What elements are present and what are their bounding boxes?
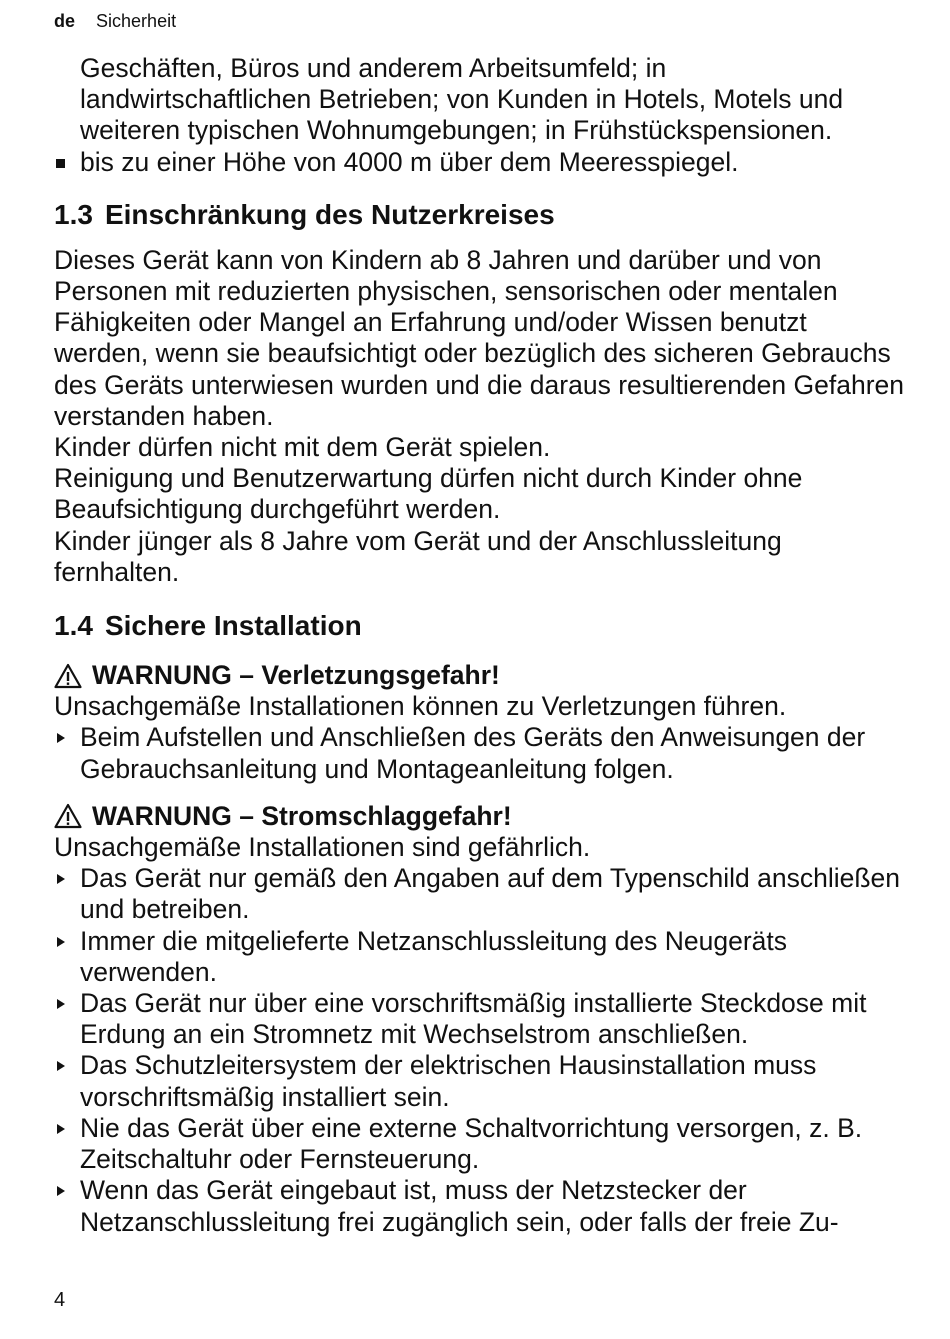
warning-triangle-icon [54,663,82,689]
triangle-bullet-icon [57,1061,65,1071]
section-1-3-body [54,245,904,588]
page-number: 4 [54,1289,66,1311]
section-heading-1-3 [54,198,904,232]
warning-triangle-icon [54,803,82,829]
paragraph: Kinder jünger als 8 Jahre vom Gerät und der Anschlussleitung fernhalten. [54,525,782,587]
list-item [54,1113,904,1175]
triangle-bullet-icon [57,1186,65,1196]
warning-title: WARNUNG – Verletzungsgefahr! [92,660,500,691]
warning-heading [54,801,904,832]
triangle-bullet-icon [57,937,65,947]
triangle-bullet-icon [57,733,65,743]
triangle-bullet-icon [57,874,65,884]
warning-heading [54,660,904,691]
list-item [54,988,904,1050]
list-item [54,722,904,784]
list-item [54,147,904,178]
section-name: Sicherheit [96,11,177,31]
section-number: 1.4 [54,610,93,642]
list-item-text: Das Gerät nur gemäß den Angaben auf dem Typenschild anschließen und betreiben. [80,863,901,925]
list-item-text: Nie das Gerät über eine externe Schaltvorrichtung versorgen, z. B. Zeitschaltuhr oder Fernsteuerung. [80,1112,863,1175]
language-code: de [54,11,76,31]
list-item-text: Wenn das Gerät eingebaut ist, muss der Netzstecker der Netzanschlussleitung frei zugänglich sein, oder falls der freie Zu- [80,1175,839,1237]
list-item [54,863,904,925]
warning-text: Unsachgemäße Installationen sind gefährlich. [54,832,591,863]
warning-text: Unsachgemäße Installationen können zu Verletzungen führen. [54,691,787,722]
warning-block-injury [54,660,904,785]
paragraph: Kinder dürfen nicht mit dem Gerät spielen. [54,432,551,463]
paragraph: Reinigung und Benutzerwartung dürfen nicht durch Kinder ohne Beaufsichtigung durchgeführt werden. [54,463,803,525]
list-item-text: Das Gerät nur über eine vorschriftsmäßig installierte Steckdose mit Erdung an ein Stromnetz mit Wechselstrom anschließen. [80,988,867,1050]
triangle-bullet-icon [57,999,65,1009]
list-item-text: Immer die mitgelieferte Netzanschlussleitung des Neugeräts verwenden. [80,925,787,987]
square-bullet-icon [56,159,65,168]
section-number: 1.3 [54,198,93,230]
paragraph: Dieses Gerät kann von Kindern ab 8 Jahren und darüber und von Personen mit reduzierten physischen, sensorischen oder mentalen Fähigkeiten oder Mangel an Erfahrung und/oder Wissen benutzt werden, wenn sie beaufsichtigt oder bezüglich des sicheren Gebrauchs des Geräts unterwiesen wurden und die daraus resultierenden Gefahren verstanden haben. [54,244,904,431]
list-item-text: bis zu einer Höhe von 4000 m über dem Meeresspiegel. [80,146,739,177]
warning-block-electric-shock [54,801,904,1238]
section-title: Sichere Installation [104,610,362,642]
list-item-text: Beim Aufstellen und Anschließen des Geräts den Anweisungen der Gebrauchsanleitung und Montageanleitung folgen. [80,722,866,784]
list-item [54,1050,904,1112]
section-title: Einschränkung des Nutzerkreises [104,198,555,230]
continuation-paragraph: Geschäften, Büros und anderem Arbeitsumfeld; in landwirtschaftlichen Betrieben; von Kunden in Hotels, Motels und weiteren typischen Wohnumgebungen; in Frühstückspensionen. [80,53,844,146]
page-content [54,53,904,1238]
list-item [54,926,904,988]
section-heading-1-4 [54,609,904,643]
page-header [54,10,176,32]
list-item [54,1175,904,1237]
triangle-bullet-icon [57,1124,65,1134]
list-item-text: Das Schutzleitersystem der elektrischen Hausinstallation muss vorschriftsmäßig installiert sein. [80,1050,817,1112]
warning-title: WARNUNG – Stromschlaggefahr! [92,800,512,831]
